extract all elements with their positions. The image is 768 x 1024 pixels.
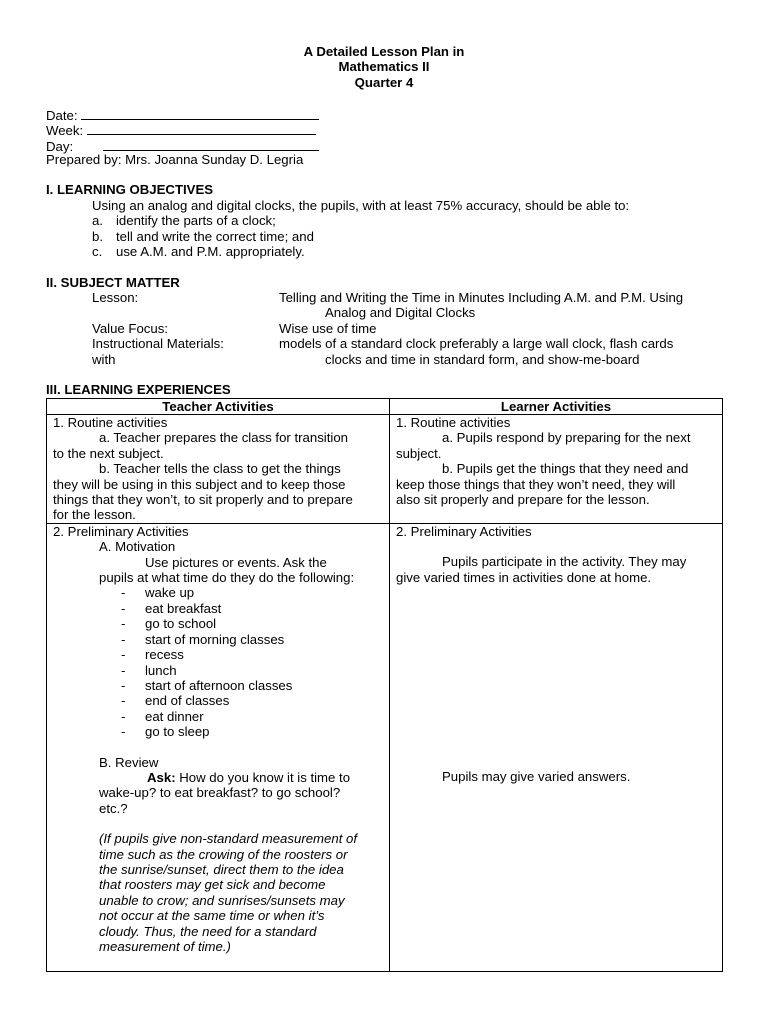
lesson-label: Lesson:	[92, 290, 139, 305]
date-label: Date:	[46, 108, 78, 123]
value-focus-label: Value Focus:	[92, 321, 168, 336]
document-quarter: Quarter 4	[354, 75, 414, 90]
learner-review-text: Pupils may give varied answers.	[442, 769, 631, 785]
teacher-note-line: unable to crow; and sunrises/sunsets may	[99, 892, 345, 908]
learner-routine-b-cont1: keep those things that they won’t need, they will	[396, 476, 676, 492]
teacher-note-line: not occur at the same time or when it’s	[99, 908, 325, 924]
ask-text: How do you know it is time to	[179, 769, 351, 785]
teacher-preliminary-cell	[47, 523, 390, 971]
materials-label: Instructional Materials:	[92, 336, 224, 351]
teacher-note-line: that roosters may get sick and become	[99, 877, 326, 893]
motivation-text-cont: pupils at what time do they do the following:	[99, 570, 355, 586]
teacher-routine-b-cont3: for the lesson.	[53, 507, 136, 523]
list-item: - recess	[53, 647, 383, 662]
lesson-text: Telling and Writing the Time in Minutes Including A.M. and P.M. Using	[279, 290, 684, 305]
subject-matter-heading: II. SUBJECT MATTER	[46, 275, 180, 290]
teacher-routine-title: 1. Routine activities	[53, 415, 168, 430]
teacher-routine-a: a. Teacher prepares the class for transition	[99, 430, 348, 446]
experiences-heading: III. LEARNING EXPERIENCES	[46, 382, 231, 397]
learner-routine-b: b. Pupils get the things that they need and	[442, 461, 689, 477]
learning-experiences-table	[46, 398, 723, 972]
ask-label: Ask:	[147, 769, 176, 785]
materials-text-cont: clocks and time in standard form, and show-me-board	[325, 352, 640, 367]
list-item: - eat breakfast	[53, 601, 383, 616]
motivation-label: A. Motivation	[99, 539, 176, 555]
learner-activities-header: Learner Activities	[390, 399, 723, 415]
list-item: - eat dinner	[53, 709, 383, 724]
objectives-heading: I. LEARNING OBJECTIVES	[46, 182, 214, 197]
week-blank	[87, 121, 316, 135]
week-field	[46, 121, 316, 138]
learner-preliminary-cell	[390, 523, 723, 971]
teacher-note-line: measurement of time.)	[99, 939, 231, 954]
teacher-preliminary-title: 2. Preliminary Activities	[53, 523, 189, 539]
lesson-text-cont: Analog and Digital Clocks	[325, 305, 476, 320]
ask-text-cont1: wake-up? to eat breakfast? to go school?	[99, 785, 341, 801]
learner-routine-cell	[390, 415, 723, 524]
document-title: A Detailed Lesson Plan in	[303, 44, 465, 59]
objectives-intro: Using an analog and digital clocks, the pupils, with at least 75% accuracy, should be able to:	[92, 198, 630, 213]
materials-label-cont: with	[92, 352, 116, 367]
learner-routine-b-cont2: also sit properly and prepare for the lesson.	[396, 492, 650, 508]
teacher-routine-b-cont2: things that they won’t, to sit properly and to prepare	[53, 492, 353, 508]
objective-item-c: c. use A.M. and P.M. appropriately.	[92, 244, 305, 259]
list-item: - start of afternoon classes	[53, 678, 383, 693]
learner-routine-title: 1. Routine activities	[396, 415, 511, 430]
teacher-note-line: the sunrise/sunset, direct them to the idea	[99, 861, 344, 877]
teacher-routine-b-cont1: they will be using in this subject and to keep those	[53, 476, 346, 492]
table-header-row	[47, 399, 723, 415]
objective-item-b: b. tell and write the correct time; and	[92, 229, 314, 244]
teacher-activities-header: Teacher Activities	[47, 399, 390, 415]
learner-preliminary-title: 2. Preliminary Activities	[396, 523, 532, 539]
table-row	[47, 415, 723, 524]
teacher-routine-a-cont: to the next subject.	[53, 445, 164, 461]
teacher-routine-b: b. Teacher tells the class to get the things	[99, 461, 341, 477]
learner-motivation-text: Pupils participate in the activity. They may	[442, 554, 687, 570]
teacher-note-line: time such as the crowing of the roosters or	[99, 846, 348, 862]
list-item: - start of morning classes	[53, 632, 383, 647]
list-item: - wake up	[53, 585, 383, 600]
review-ask-line	[53, 770, 383, 785]
day-blank	[103, 137, 319, 151]
learner-routine-a: a. Pupils respond by preparing for the next	[442, 430, 691, 446]
document-subject: Mathematics II	[338, 59, 430, 74]
list-item: - end of classes	[53, 693, 383, 708]
teacher-note-line: (If pupils give non-standard measurement of	[99, 831, 358, 847]
learner-motivation-text-cont: give varied times in activities done at home.	[396, 569, 652, 585]
teacher-note-line: cloudy. Thus, the need for a standard	[99, 923, 317, 939]
review-label: B. Review	[99, 754, 159, 770]
date-blank	[81, 106, 319, 120]
learner-routine-a-cont: subject.	[396, 445, 442, 461]
prepared-by: Prepared by: Mrs. Joanna Sunday D. Legria	[46, 152, 304, 167]
motivation-text: Use pictures or events. Ask the	[145, 554, 327, 570]
materials-text: models of a standard clock preferably a large wall clock, flash cards	[279, 336, 674, 351]
teacher-routine-cell	[47, 415, 390, 524]
value-focus-text: Wise use of time	[279, 321, 377, 336]
ask-text-cont2: etc.?	[99, 800, 128, 816]
week-label: Week:	[46, 123, 84, 138]
list-item: - go to school	[53, 616, 383, 631]
objective-item-a: a. identify the parts of a clock;	[92, 213, 276, 228]
day-label: Day:	[46, 139, 74, 154]
list-item: - go to sleep	[53, 724, 383, 739]
table-row	[47, 523, 723, 971]
list-item: - lunch	[53, 663, 383, 678]
